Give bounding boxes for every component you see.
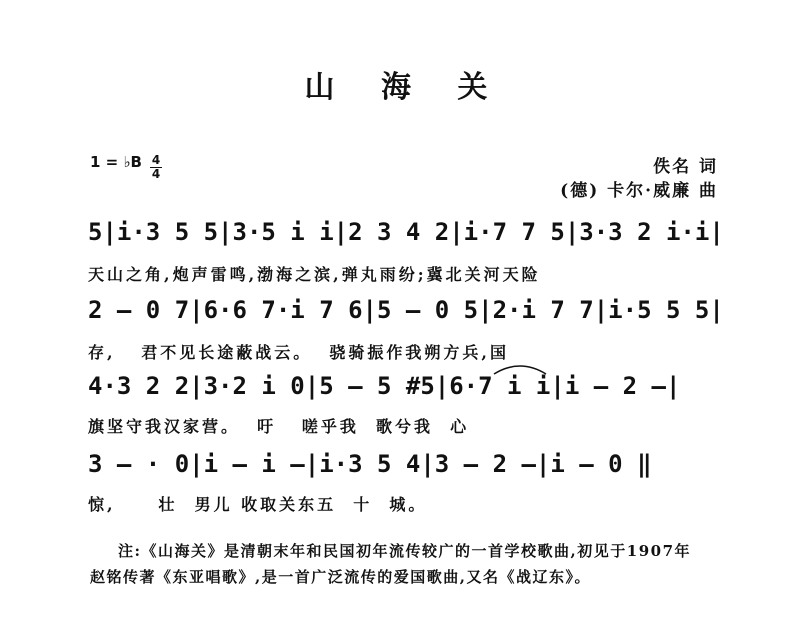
time-signature <box>150 154 162 181</box>
time-signature-top: 4 <box>151 153 161 167</box>
score-notes-line-2: 2 — 0 7|6·6 7·i 7 6|5 — 0 5|2·i 7 7|i·5 5 5| <box>88 296 724 324</box>
score-notes-line-3: 4·3 2 2|3·2 i 0|5 — 5 #5|6·7 i i|i — 2 —| <box>88 372 681 400</box>
score-lyrics-line-3: 旗坚守我汉家营。 吁 嗟乎我 歌兮我 心 <box>88 417 470 436</box>
key-signature <box>90 153 142 171</box>
score-notes-line-1: 5|i·3 5 5|3·5 i i|2 3 4 2|i·7 7 5|3·3 2 i·i| <box>88 218 724 246</box>
score-lyrics-line-2: 存, 君不见长途蔽战云。 骁骑振作我朔方兵,国 <box>88 343 509 362</box>
tie-arc-path <box>494 366 546 374</box>
score-notes-line-4: 3 — · 0|i — i —|i·3 5 4|3 — 2 —|i — 0 ‖ <box>88 450 652 478</box>
footnote-line-1: 注:《山海关》是清朝末年和民国初年流传较广的一首学校歌曲,初见于1907年 <box>118 542 692 560</box>
score-lyrics-line-4: 惊, 壮 男儿 收取关东五 十 城。 <box>88 495 428 514</box>
composer-credit: (德) 卡尔·威廉 曲 <box>560 181 718 201</box>
score-lyrics-line-1: 天山之角,炮声雷鸣,渤海之滨,弹丸雨纷;冀北关河天险 <box>88 265 541 284</box>
time-signature-bottom: 4 <box>151 167 161 181</box>
lyricist-credit: 佚名 词 <box>653 157 718 177</box>
key-signature-text: 1 = ♭B <box>90 153 142 171</box>
page-title: 山 海 关 <box>304 70 506 105</box>
footnote-line-2: 赵铭传著《东亚唱歌》,是一首广泛流传的爱国歌曲,又名《战辽东》。 <box>90 568 591 586</box>
tie-arc <box>490 360 550 376</box>
